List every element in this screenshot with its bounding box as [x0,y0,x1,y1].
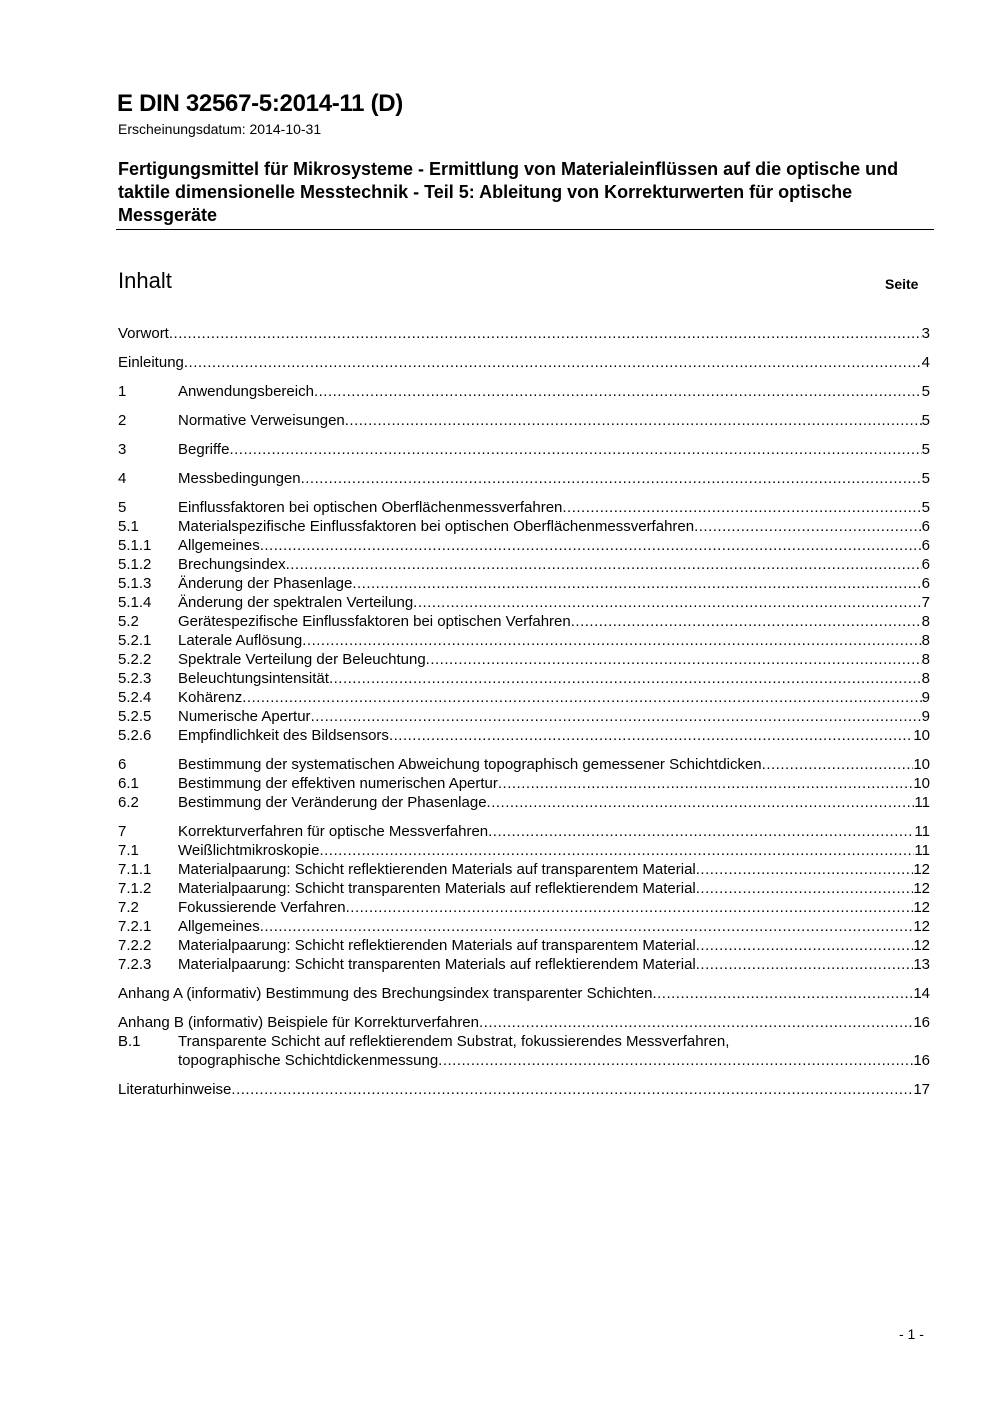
toc-group [118,353,930,372]
toc-entry-page: 10 [913,727,930,744]
toc-entry-number: 5 [118,499,127,516]
toc-group [118,440,930,459]
toc-entry-number: 5.2.6 [118,727,152,744]
toc-leader-dots [329,669,922,688]
toc-entry-page: 8 [921,632,930,649]
toc-entry-title: Transparente Schicht auf reflektierendem Substrat, fokussierendes Messverfahren, [178,1033,730,1050]
toc-leader-dots [301,469,922,488]
toc-entry[interactable] [118,898,930,917]
toc-entry-title: Beleuchtungsintensität [178,670,329,687]
toc-leader-dots [311,707,922,726]
toc-leader-dots [314,382,922,401]
toc-entry-title: Einflussfaktoren bei optischen Oberflächenmessverfahren [178,499,563,516]
toc-entry-title: Korrekturverfahren für optische Messverfahren [178,823,489,840]
toc-leader-dots [260,536,922,555]
toc-entry-page: 3 [921,325,930,342]
toc-group [118,1080,930,1099]
toc-entry-number: 3 [118,441,127,458]
toc-entry-page: 10 [913,756,930,773]
toc-leader-dots [286,555,922,574]
toc-entry[interactable] [118,411,930,430]
toc-entry-number: 4 [118,470,127,487]
toc-entry-page: 5 [921,383,930,400]
toc-leader-dots [242,688,921,707]
toc-entry-number: 5.1.4 [118,594,152,611]
toc-entry[interactable] [118,469,930,488]
toc-entry[interactable] [118,955,930,974]
toc-entry-page: 11 [914,842,930,859]
toc-entry-title: Vorwort [118,325,169,342]
toc-leader-dots [231,1080,913,1099]
document-title: Fertigungsmittel für Mikrosysteme - Ermittlung von Materialeinflüssen auf die optische und taktile dimensionelle Messtechnik - Teil 5: Ableitung von Korrekturwerten für optische Messgeräte [118,159,899,225]
toc-group [118,382,930,401]
toc-leader-dots [762,755,914,774]
toc-group [118,755,930,812]
toc-entry-number: 5.2.3 [118,670,152,687]
toc-leader-dots [498,774,913,793]
toc-entry-title: Materialpaarung: Schicht transparenten Materials auf reflektierendem Material [178,956,696,973]
toc-entry[interactable] [118,612,930,631]
toc-entry[interactable] [118,1032,930,1051]
toc-leader-dots [319,841,914,860]
toc-entry-page: 13 [913,956,930,973]
toc-entry-page: 17 [913,1081,930,1098]
toc-leader-dots [260,917,914,936]
toc-entry-number: 7.1.1 [118,861,152,878]
toc-entry-number: 5.2 [118,613,139,630]
toc-entry-title: Literaturhinweise [118,1081,232,1098]
toc-entry-number: B.1 [118,1033,141,1050]
toc-group [118,1013,930,1070]
toc-entry-page: 11 [914,823,930,840]
toc-entry[interactable] [118,688,930,707]
toc-leader-dots [169,324,922,343]
toc-leader-dots [346,898,914,917]
toc-entry[interactable] [118,1080,930,1099]
toc-entry-title: Normative Verweisungen [178,412,345,429]
toc-entry-page: 16 [913,1052,930,1069]
toc-entry-title: Bestimmung der effektiven numerischen Apertur [178,775,498,792]
toc-entry[interactable] [118,353,930,372]
toc-entry-title: Gerätespezifische Einflussfaktoren bei optischen Verfahren [178,613,571,630]
toc-entry-number: 6.1 [118,775,139,792]
toc-entry-page: 8 [921,651,930,668]
toc-entry-title: Brechungsindex [178,556,286,573]
toc-entry-page: 5 [921,470,930,487]
toc-entry-page: 16 [913,1014,930,1031]
document-id: E DIN 32567-5:2014-11 (D) [117,90,403,117]
toc-entry-title: Weißlichtmikroskopie [178,842,320,859]
toc-entry[interactable] [118,1013,930,1032]
toc-leader-dots [389,726,913,745]
toc-entry[interactable] [118,793,930,812]
toc-entry[interactable] [118,860,930,879]
toc-entry-page: 8 [921,613,930,630]
toc-entry-page: 8 [921,670,930,687]
toc-entry-title-line2: topographische Schichtdickenmessung [178,1052,439,1069]
toc-leader-dots [302,631,921,650]
toc-entry-title: Änderung der spektralen Verteilung [178,594,414,611]
toc-leader-dots [562,498,921,517]
toc-entry[interactable] [118,774,930,793]
toc-page-label: Seite [885,276,919,292]
toc-entry[interactable] [118,555,930,574]
toc-entry[interactable] [118,324,930,343]
toc-entry-title: Einleitung [118,354,184,371]
toc-entry-number: 7.2.1 [118,918,152,935]
toc-entry-page: 12 [913,918,930,935]
toc-entry-continuation[interactable] [118,1051,930,1070]
toc-entry[interactable] [118,631,930,650]
toc-entry-title: Messbedingungen [178,470,301,487]
toc-entry-title: Materialpaarung: Schicht transparenten Materials auf reflektierendem Material [178,880,696,897]
toc-leader-dots [696,936,914,955]
toc-entry-number: 7.2.3 [118,956,152,973]
toc-entry[interactable] [118,726,930,745]
toc-entry-title: Kohärenz [178,689,243,706]
toc-entry-number: 5.1.1 [118,537,152,554]
toc-entry-number: 5.2.5 [118,708,152,725]
toc-entry-number: 5.2.4 [118,689,152,706]
toc-entry-title: Fokussierende Verfahren [178,899,346,916]
toc-group [118,498,930,745]
toc-entry[interactable] [118,879,930,898]
toc-entry-page: 7 [921,594,930,611]
toc-entry-page: 5 [921,412,930,429]
toc-entry[interactable] [118,650,930,669]
toc-entry[interactable] [118,755,930,774]
toc-entry-title: Numerische Apertur [178,708,311,725]
toc-entry[interactable] [118,382,930,401]
toc-entry-page: 6 [921,537,930,554]
toc-leader-dots [345,411,922,430]
toc-entry-page: 11 [914,794,930,811]
toc-leader-dots [184,353,922,372]
page-number: - 1 - [899,1326,924,1342]
toc-entry-page: 12 [913,899,930,916]
toc-entry[interactable] [118,498,930,517]
toc-entry[interactable] [118,707,930,726]
toc-entry-title: Anwendungsbereich [178,383,314,400]
toc-entry-title: Materialspezifische Einflussfaktoren bei optischen Oberflächenmessverfahren [178,518,695,535]
toc-leader-dots [487,793,915,812]
toc-entry-indent [118,1051,178,1070]
toc-entry-title: Spektrale Verteilung der Beleuchtung [178,651,426,668]
toc-entry-page: 4 [921,354,930,371]
toc-leader-dots [413,593,921,612]
toc-entry-title: Allgemeines [178,918,260,935]
toc-entry[interactable] [118,984,930,1003]
toc-entry-number: 7.2.2 [118,937,152,954]
toc-entry-number: 7.1 [118,842,139,859]
toc-entry-page: 12 [913,880,930,897]
toc-entry-title: Begriffe [178,441,230,458]
title-divider [116,229,934,230]
toc-entry[interactable] [118,574,930,593]
table-of-contents [118,324,930,1099]
toc-entry-page: 6 [921,518,930,535]
toc-entry-number: 5.1 [118,518,139,535]
toc-entry[interactable] [118,822,930,841]
toc-group [118,324,930,343]
toc-group [118,984,930,1003]
toc-entry-page: 5 [921,499,930,516]
toc-leader-dots [426,650,922,669]
toc-entry-title: Anhang B (informativ) Beispiele für Korrekturverfahren [118,1014,479,1031]
toc-entry-number: 6 [118,756,127,773]
toc-entry-number: 6.2 [118,794,139,811]
toc-leader-dots [694,517,922,536]
toc-leader-dots [696,955,914,974]
toc-entry-page: 5 [921,441,930,458]
toc-leader-dots [696,860,914,879]
toc-entry-title: Änderung der Phasenlage [178,575,353,592]
toc-entry-page: 9 [921,689,930,706]
toc-entry-number: 5.1.3 [118,575,152,592]
toc-entry[interactable] [118,517,930,536]
toc-leader-dots [479,1013,913,1032]
toc-leader-dots [229,440,921,459]
toc-entry-title: Bestimmung der Veränderung der Phasenlage [178,794,487,811]
toc-entry-page: 6 [921,556,930,573]
toc-entry-number: 7 [118,823,127,840]
toc-entry[interactable] [118,917,930,936]
toc-leader-dots [488,822,914,841]
toc-group [118,469,930,488]
toc-leader-dots [438,1051,913,1070]
toc-leader-dots [696,879,914,898]
toc-entry-page: 14 [913,985,930,1002]
toc-entry-title: Anhang A (informativ) Bestimmung des Brechungsindex transparenter Schichten [118,985,653,1002]
toc-entry-title: Materialpaarung: Schicht reflektierenden Materials auf transparentem Material [178,937,696,954]
toc-heading: Inhalt [118,268,172,293]
toc-entry-number: 5.1.2 [118,556,152,573]
toc-entry-page: 12 [913,861,930,878]
toc-leader-dots [352,574,921,593]
toc-entry-number: 2 [118,412,127,429]
toc-entry-number: 7.2 [118,899,139,916]
toc-entry-page: 6 [921,575,930,592]
toc-entry-title: Laterale Auflösung [178,632,303,649]
toc-entry-title: Materialpaarung: Schicht reflektierenden Materials auf transparentem Material [178,861,696,878]
toc-entry[interactable] [118,440,930,459]
publication-date: Erscheinungsdatum: 2014-10-31 [118,121,322,137]
toc-entry[interactable] [118,841,930,860]
toc-entry-page: 10 [913,775,930,792]
toc-entry-number: 5.2.2 [118,651,152,668]
toc-entry-title: Bestimmung der systematischen Abweichung topographisch gemessener Schichtdicken [178,756,762,773]
toc-group [118,822,930,974]
toc-entry[interactable] [118,536,930,555]
toc-entry-page: 9 [921,708,930,725]
toc-entry[interactable] [118,669,930,688]
toc-entry[interactable] [118,936,930,955]
toc-entry-number: 1 [118,383,127,400]
toc-entry-title: Empfindlichkeit des Bildsensors [178,727,389,744]
toc-leader-dots [652,984,913,1003]
toc-entry-number: 7.1.2 [118,880,152,897]
toc-entry-title: Allgemeines [178,537,260,554]
toc-group [118,411,930,430]
toc-entry-number: 5.2.1 [118,632,152,649]
toc-entry[interactable] [118,593,930,612]
toc-leader-dots [571,612,922,631]
toc-entry-page: 12 [913,937,930,954]
